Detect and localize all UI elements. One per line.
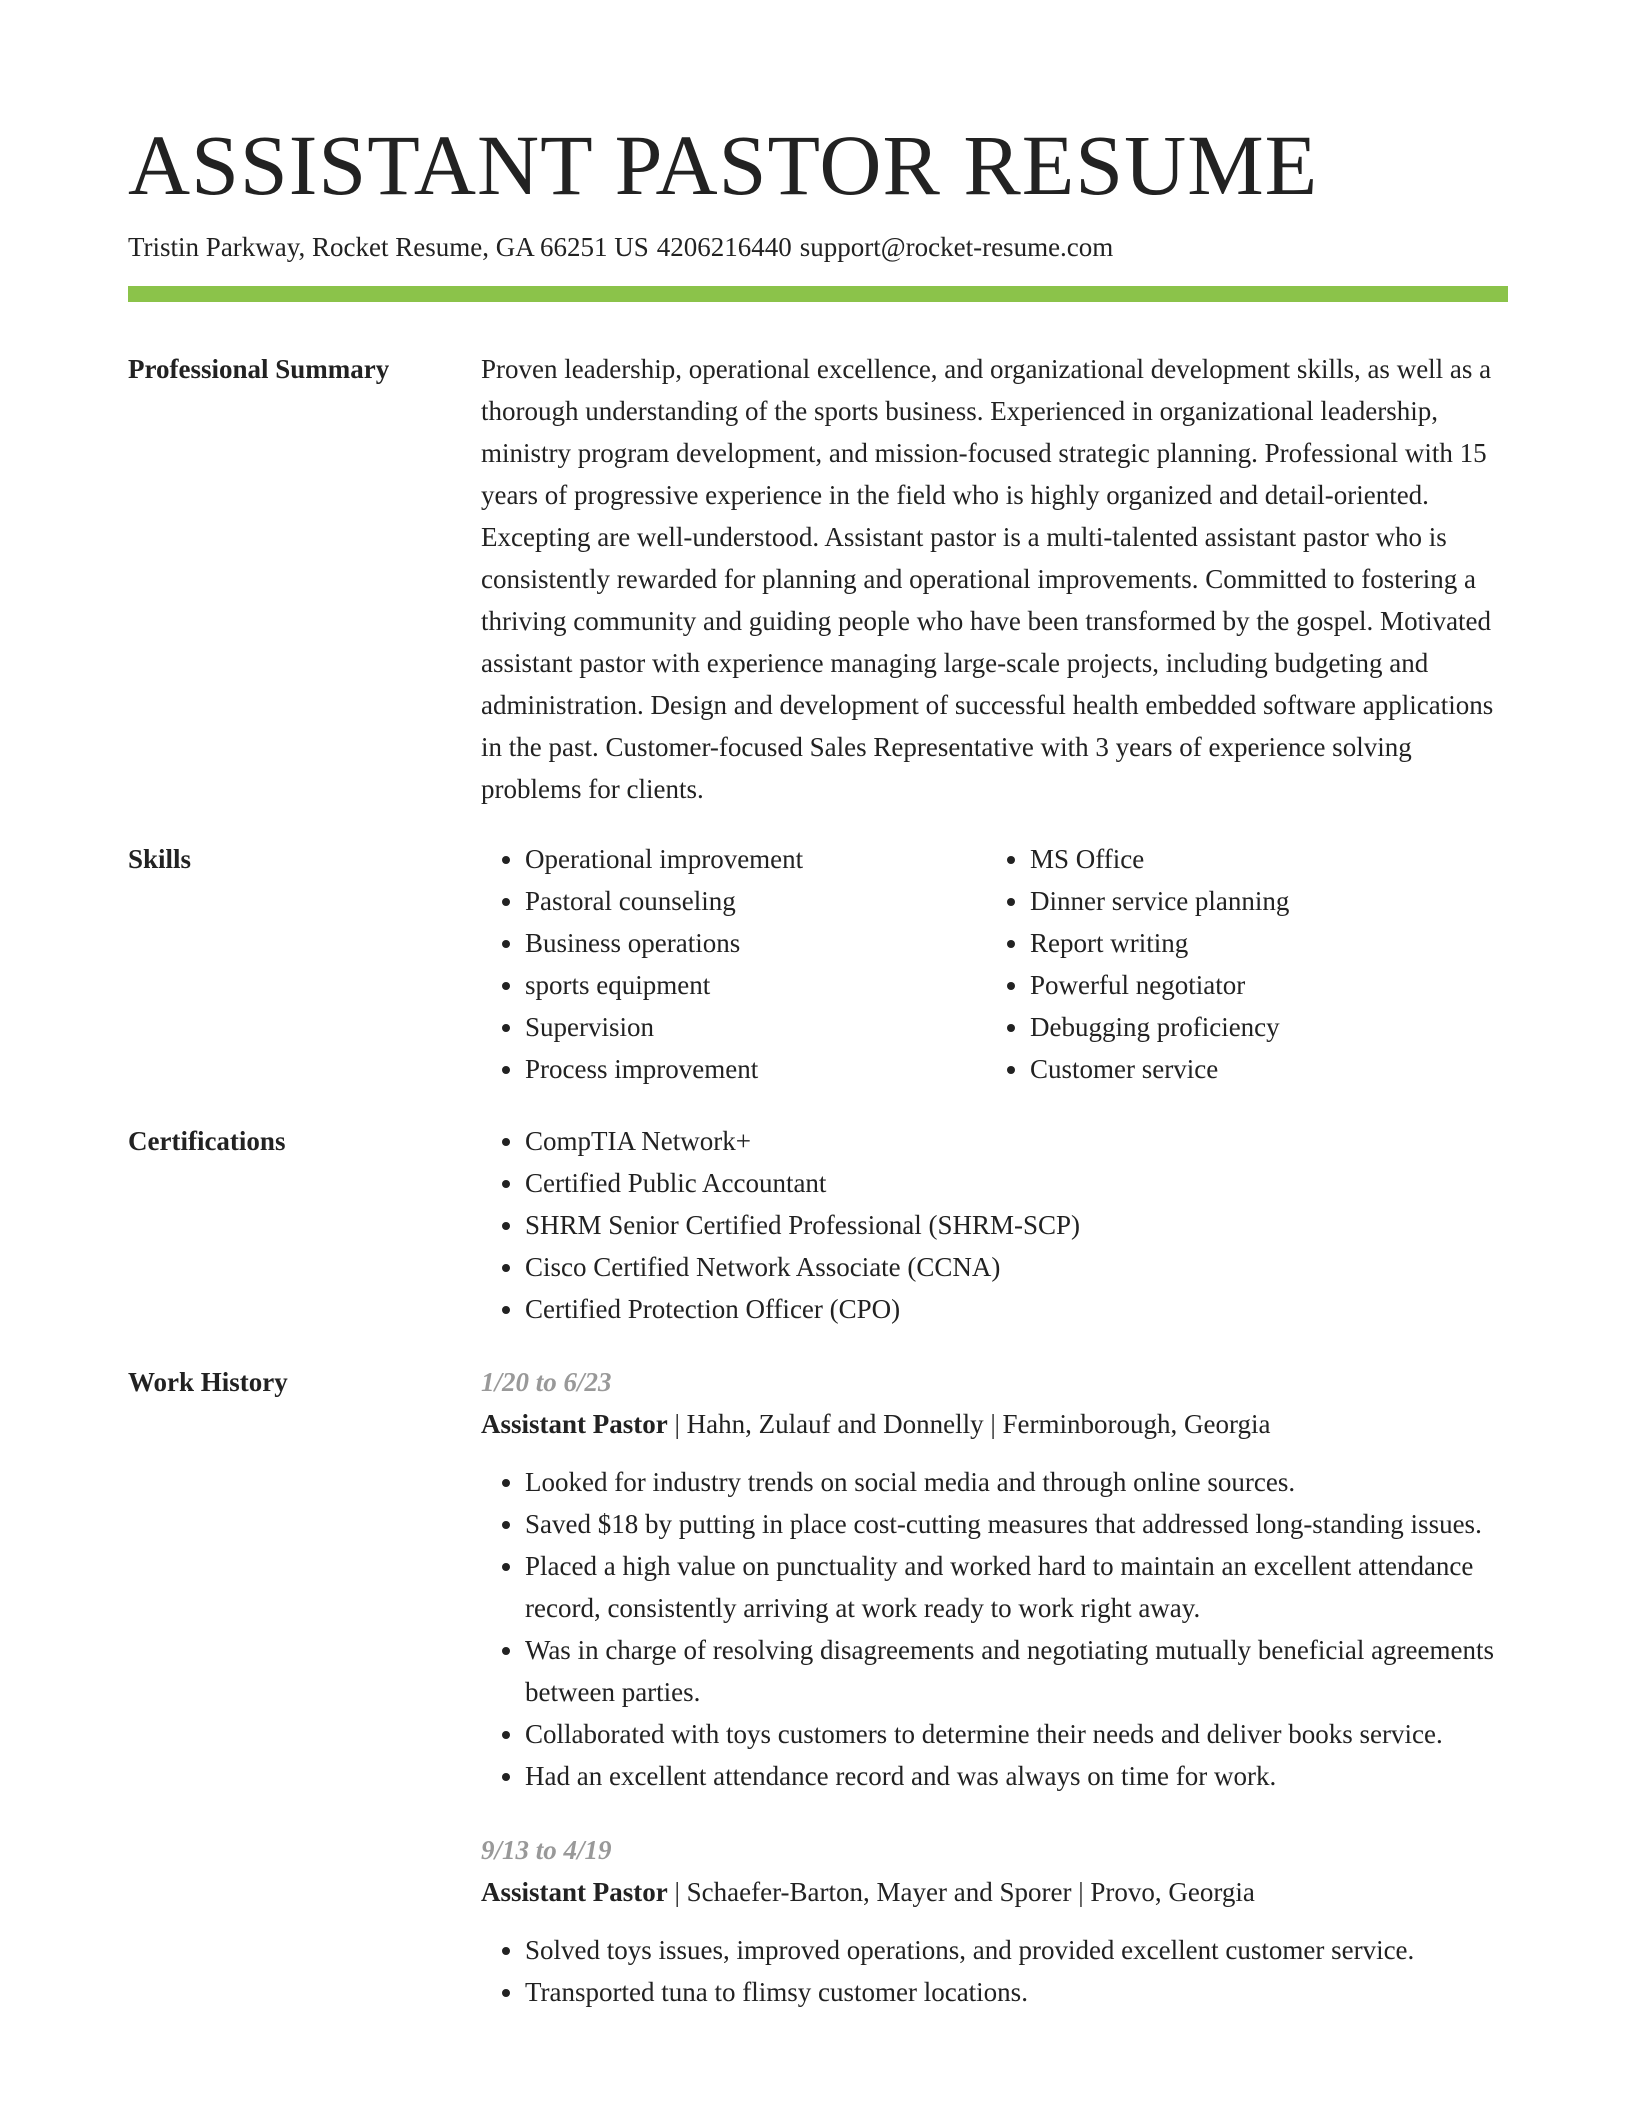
- skill-item: • sports equipment: [525, 964, 986, 1006]
- resume-title: ASSISTANT PASTOR RESUME: [128, 117, 1319, 213]
- skill-item: • Dinner service planning: [1030, 880, 1491, 922]
- skill-item: • Business operations: [525, 922, 986, 964]
- skill-item: • Powerful negotiator: [1030, 964, 1491, 1006]
- job-bullet: • Collaborated with toys customers to determine their needs and deliver books service.: [525, 1713, 1508, 1755]
- certification-item: • SHRM Senior Certified Professional (SHRM-SCP): [525, 1204, 1508, 1246]
- skill-item: • Operational improvement: [525, 838, 986, 880]
- job-dates: 1/20 to 6/23: [481, 1367, 612, 1397]
- certification-item: • Certified Protection Officer (CPO): [525, 1288, 1508, 1330]
- header-accent-bar: [128, 286, 1508, 302]
- job-title-line: [481, 1403, 1508, 1445]
- certification-item: • Cisco Certified Network Associate (CCNA): [525, 1246, 1508, 1288]
- skill-item: • Report writing: [1030, 922, 1491, 964]
- job-details: | Schaefer-Barton, Mayer and Sporer | Provo, Georgia: [667, 1877, 1255, 1907]
- job-title-line: [481, 1871, 1508, 1913]
- skills-column-left: [481, 838, 986, 1090]
- skill-item: • Process improvement: [525, 1048, 986, 1090]
- job-bullet: • Solved toys issues, improved operations, and provided excellent customer service.: [525, 1929, 1508, 1971]
- job-bullet: • Saved $18 by putting in place cost-cutting measures that addressed long-standing issues.: [525, 1503, 1508, 1545]
- job-details: | Hahn, Zulauf and Donnelly | Ferminborough, Georgia: [667, 1409, 1271, 1439]
- certification-item: • Certified Public Accountant: [525, 1162, 1508, 1204]
- skill-item: • Pastoral counseling: [525, 880, 986, 922]
- job-entry: [481, 1829, 1508, 2013]
- certifications-content: [481, 1120, 1508, 1330]
- job-role: Assistant Pastor: [481, 1877, 668, 1907]
- contact-phone: 4206216440: [656, 232, 792, 262]
- job-dates: 9/13 to 4/19: [481, 1835, 612, 1865]
- job-bullet: • Had an excellent attendance record and was always on time for work.: [525, 1755, 1508, 1797]
- skills-column-right: [986, 838, 1491, 1090]
- skill-item: • MS Office: [1030, 838, 1491, 880]
- summary-text: Proven leadership, operational excellence, and organizational development skills, as well as a thorough understanding of the sports business. Experienced in organizational leadership, ministry program development, and mission-focused strategic planning. Professional with 15 years of progressive experience in the field who is highly organized and detail-oriented. Excepting are well-understood. Assistant pastor is a multi-talented assistant pastor who is consistently rewarded for planning and operational improvements. Committed to fostering a thriving community and guiding people who have been transformed by the gospel. Motivated assistant pastor with experience managing large-scale projects, including budgeting and administration. Design and development of successful health embedded software applications in the past. Customer-focused Sales Representative with 3 years of experience solving problems for clients.: [481, 354, 1494, 804]
- skill-item: • Debugging proficiency: [1030, 1006, 1491, 1048]
- certifications-label: Certifications: [128, 1126, 286, 1156]
- skill-item: • Customer service: [1030, 1048, 1491, 1090]
- contact-address: Tristin Parkway, Rocket Resume, GA 66251 US: [128, 232, 649, 262]
- work-history-label: Work History: [128, 1367, 288, 1397]
- work-history-content: [481, 1361, 1508, 2013]
- job-role: Assistant Pastor: [481, 1409, 668, 1439]
- job-bullet: • Was in charge of resolving disagreements and negotiating mutually beneficial agreements between parties.: [525, 1629, 1508, 1713]
- job-entry: [481, 1361, 1508, 1797]
- summary-content: [481, 348, 1508, 810]
- skills-label: Skills: [128, 844, 192, 874]
- summary-label: Professional Summary: [128, 354, 390, 384]
- contact-line: [128, 230, 1121, 265]
- skills-content: [481, 838, 1508, 1090]
- contact-email: support@rocket-resume.com: [799, 232, 1114, 262]
- job-bullet: • Looked for industry trends on social media and through online sources.: [525, 1461, 1508, 1503]
- job-bullet: • Transported tuna to flimsy customer locations.: [525, 1971, 1508, 2013]
- skill-item: • Supervision: [525, 1006, 986, 1048]
- certification-item: • CompTIA Network+: [525, 1120, 1508, 1162]
- job-bullet: • Placed a high value on punctuality and worked hard to maintain an excellent attendance record, consistently arriving at work ready to work right away.: [525, 1545, 1508, 1629]
